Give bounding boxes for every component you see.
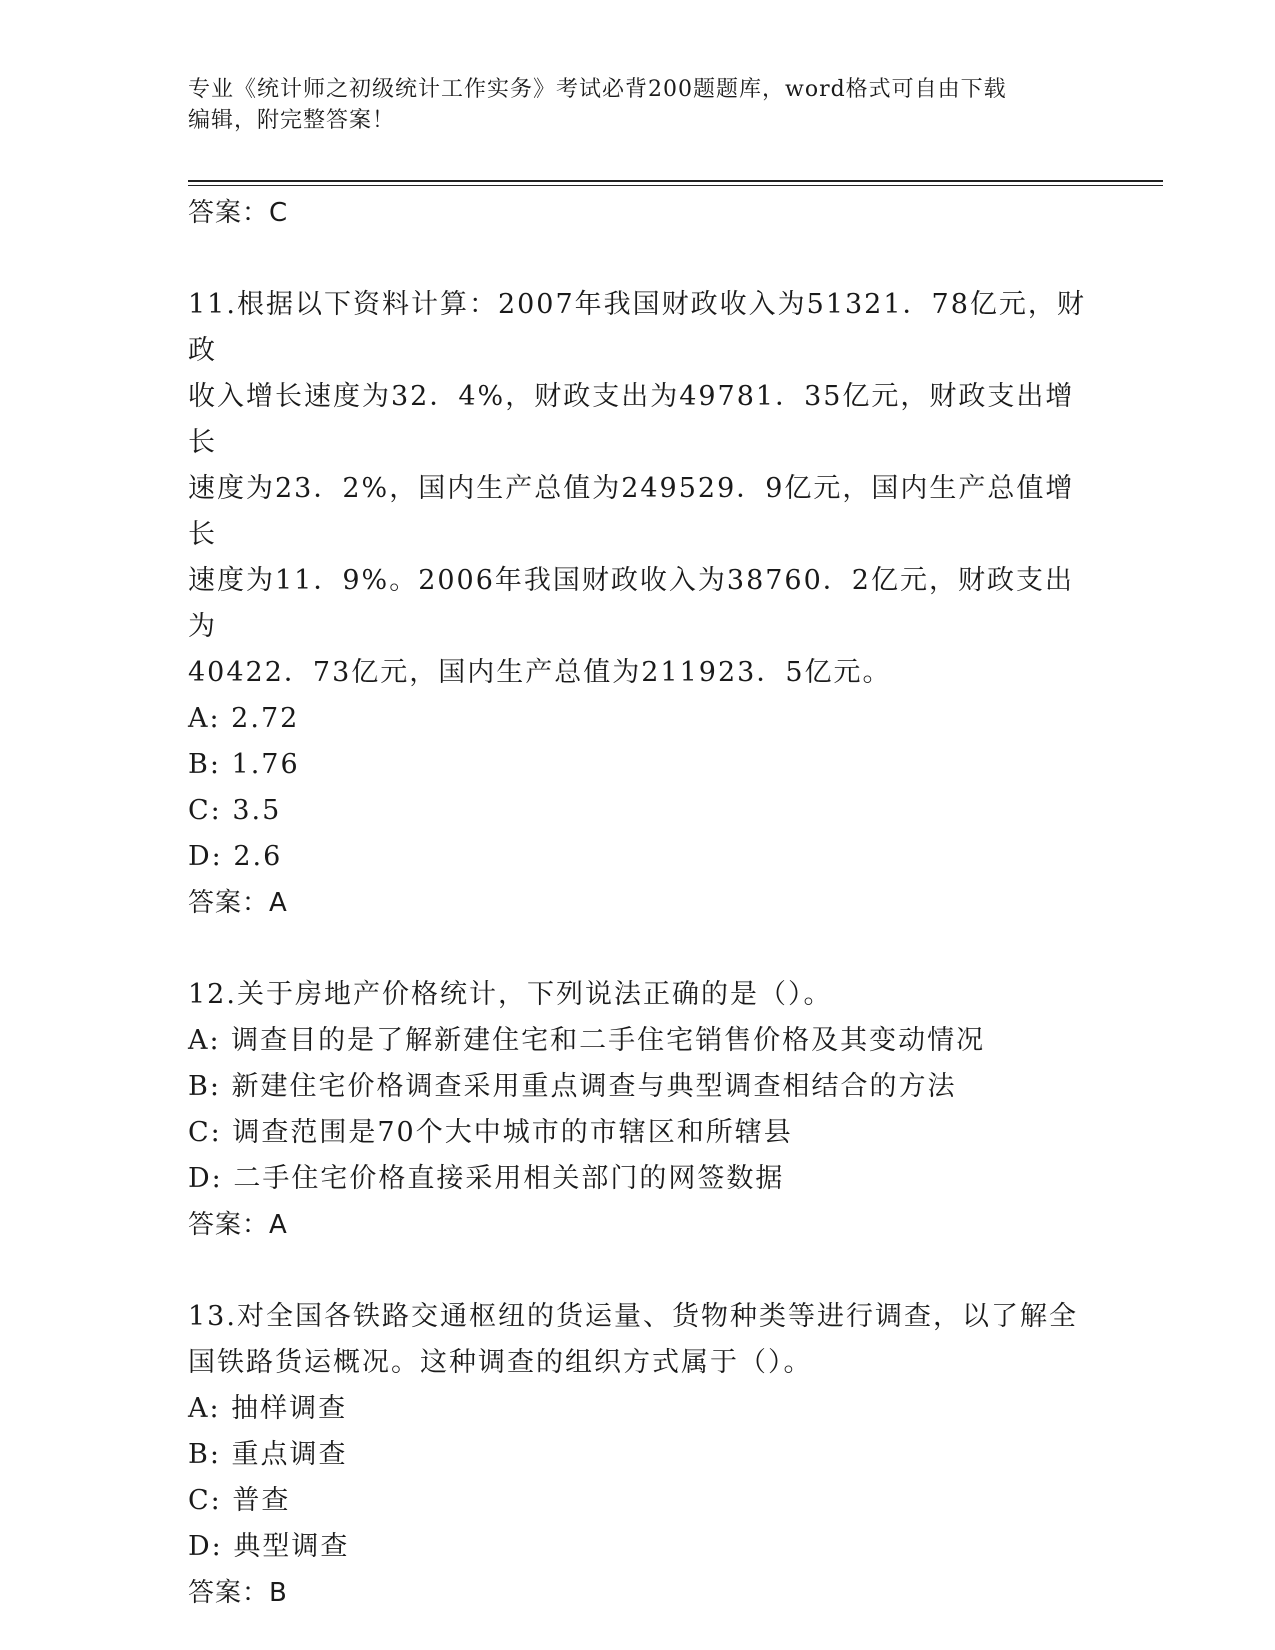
- question-13-answer: 答案：B: [188, 1578, 288, 1608]
- question-12-answer: 答案：A: [188, 1210, 288, 1240]
- spacer: [188, 926, 1088, 972]
- option-a: A: 2.72: [188, 703, 300, 734]
- question-12: [188, 972, 1088, 1248]
- question-13-text: [188, 1294, 1088, 1386]
- option-b: B: 新建住宅价格调查采用重点调查与典型调查相结合的方法: [188, 1071, 957, 1102]
- header-divider-thin: [188, 185, 1163, 186]
- question-line: 11.根据以下资料计算：2007年我国财政收入为51321．78亿元，财政: [188, 289, 1086, 366]
- question-11-answer: 答案：A: [188, 888, 288, 918]
- option-d: D: 2.6: [188, 841, 283, 872]
- spacer: [188, 236, 1088, 282]
- question-line: 国铁路货运概况。这种调查的组织方式属于（）。: [188, 1347, 813, 1378]
- question-line: 速度为23．2%，国内生产总值为249529．9亿元，国内生产总值增长: [188, 473, 1075, 550]
- spacer: [188, 1248, 1088, 1294]
- question-line: 速度为11．9%。2006年我国财政收入为38760．2亿元，财政支出为: [188, 565, 1074, 642]
- option-c: C: 普查: [188, 1485, 291, 1516]
- option-a: A: 调查目的是了解新建住宅和二手住宅销售价格及其变动情况: [188, 1025, 986, 1056]
- option-d: D: 二手住宅价格直接采用相关部门的网签数据: [188, 1163, 785, 1194]
- question-line: 收入增长速度为32．4%，财政支出为49781．35亿元，财政支出增长: [188, 381, 1075, 458]
- option-a: A: 抽样调查: [188, 1393, 348, 1424]
- question-list: [188, 190, 1088, 1616]
- question-12-text: [188, 972, 1088, 1018]
- option-b: B: 重点调查: [188, 1439, 348, 1470]
- previous-answer: 答案：C: [188, 198, 289, 228]
- header-line-2: 编辑，附完整答案！: [188, 108, 396, 133]
- option-c: C: 3.5: [188, 795, 282, 826]
- question-line: 13.对全国各铁路交通枢纽的货运量、货物种类等进行调查，以了解全: [188, 1301, 1078, 1332]
- question-line: 12.关于房地产价格统计，下列说法正确的是（）。: [188, 979, 833, 1010]
- question-11: [188, 282, 1088, 926]
- question-11-text: [188, 282, 1088, 696]
- question-line: 40422．73亿元，国内生产总值为211923．5亿元。: [188, 657, 892, 688]
- option-c: C: 调查范围是70个大中城市的市辖区和所辖县: [188, 1117, 793, 1148]
- header-line-1: 专业《统计师之初级统计工作实务》考试必背200题题库，word格式可自由下载: [188, 77, 1007, 102]
- option-d: D: 典型调查: [188, 1531, 350, 1562]
- header-divider-thick: [188, 180, 1163, 182]
- question-13: [188, 1294, 1088, 1616]
- option-b: B: 1.76: [188, 749, 300, 780]
- document-header: [188, 74, 1088, 136]
